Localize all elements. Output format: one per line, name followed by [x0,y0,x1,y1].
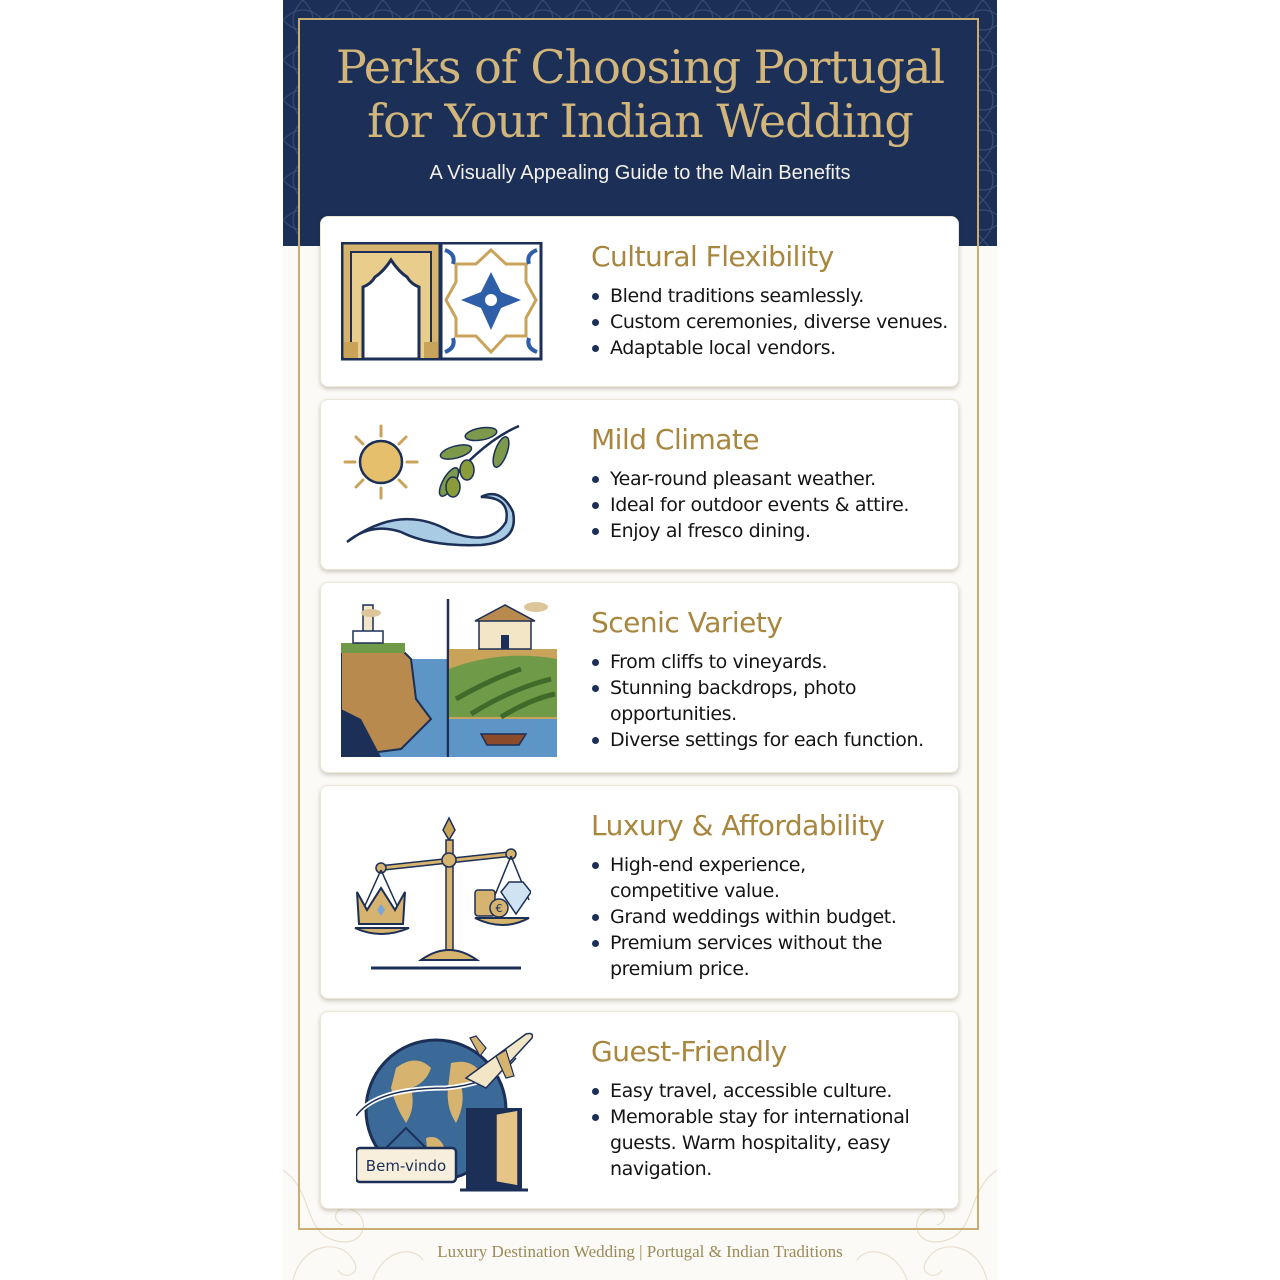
card-title: Guest-Friendly [591,1035,787,1068]
bullet-text: Blend traditions seamlessly. [610,285,864,307]
bullet-list [591,466,948,544]
footer-tagline: Luxury Destination Wedding | Portugal & Indian Traditions [437,1242,843,1261]
bullet-text: Diverse settings for each function. [610,729,924,751]
card-title: Scenic Variety [591,606,783,639]
bullet-list [591,283,948,361]
benefit-card-cultural-flexibility [320,216,959,387]
bullet-dot-icon [592,502,599,509]
bullet-text: Ideal for outdoor events & attire. [610,494,910,516]
bullet-text: Custom ceremonies, diverse venues. [610,311,948,333]
bullet-item [591,335,948,361]
bullet-item [591,1078,948,1104]
bullet-item [591,518,948,544]
bullet-item [591,675,908,727]
bullet-text: Adaptable local vendors. [610,337,836,359]
welcome-sign-text: Bem-vindo [365,1157,447,1175]
page-title [283,40,997,148]
bullet-dot-icon [592,1088,599,1095]
benefit-card-luxury-affordability [320,785,959,999]
title-line-1: Perks of Choosing Portugal [335,40,945,94]
bullet-item [591,852,888,904]
benefit-card-mild-climate [320,399,959,570]
card-text [591,422,948,544]
bullet-dot-icon [592,1114,599,1121]
bullet-dot-icon [592,528,599,535]
title-line-2: for Your Indian Wedding [367,94,913,148]
card-title: Cultural Flexibility [591,240,834,273]
card-text [591,1034,948,1182]
bullet-item [591,904,948,930]
bullet-text: Grand weddings within budget. [610,906,897,928]
bullet-text: Easy travel, accessible culture. [610,1080,892,1102]
card-text [591,605,948,753]
card-title: Mild Climate [591,423,760,456]
bullet-item [591,466,948,492]
bullet-text: Memorable stay for international guests. Warm hospitality, easy navigation. [610,1106,910,1180]
card-text [591,239,948,361]
bullet-text: High-end experience, competitive value. [610,854,806,902]
bullet-dot-icon [592,940,599,947]
bullet-dot-icon [592,685,599,692]
bullet-list [591,852,948,982]
card-text [591,808,948,982]
globe-airplane-door-icon [356,1028,546,1193]
infographic-panel [283,0,997,1280]
bullet-text: From cliffs to vineyards. [610,651,828,673]
bullet-dot-icon [592,914,599,921]
svg-text:€: € [495,902,503,915]
bullet-text: Year-round pleasant weather. [610,468,876,490]
bullet-list [591,1078,948,1182]
bullet-dot-icon [592,737,599,744]
bullet-dot-icon [592,862,599,869]
bullet-item [591,649,908,675]
cliffs-and-vineyard-landscape-icon [341,599,557,757]
bullet-list [591,649,948,753]
card-title: Luxury & Affordability [591,809,885,842]
bullet-item [591,309,948,335]
bullet-dot-icon [592,476,599,483]
bullet-dot-icon [592,659,599,666]
sun-olive-branch-wave-icon [341,422,541,547]
bullet-dot-icon [592,319,599,326]
balance-scale-crown-coins-diamond-icon [351,810,531,975]
bullet-item [591,727,948,753]
arch-and-azulejo-tile-icon [341,242,543,362]
bullet-item [591,1104,948,1182]
bullet-item [591,283,948,309]
bullet-text: Stunning backdrops, photo opportunities. [610,677,857,725]
bullet-dot-icon [592,345,599,352]
bullet-text: Premium services without the premium price. [610,932,883,980]
page-subtitle: A Visually Appealing Guide to the Main Benefits [429,162,851,184]
bullet-text: Enjoy al fresco dining. [610,520,811,542]
bullet-item [591,492,948,518]
benefit-card-guest-friendly [320,1011,959,1209]
bullet-dot-icon [592,293,599,300]
benefit-card-scenic-variety [320,582,959,773]
bullet-item [591,930,888,982]
